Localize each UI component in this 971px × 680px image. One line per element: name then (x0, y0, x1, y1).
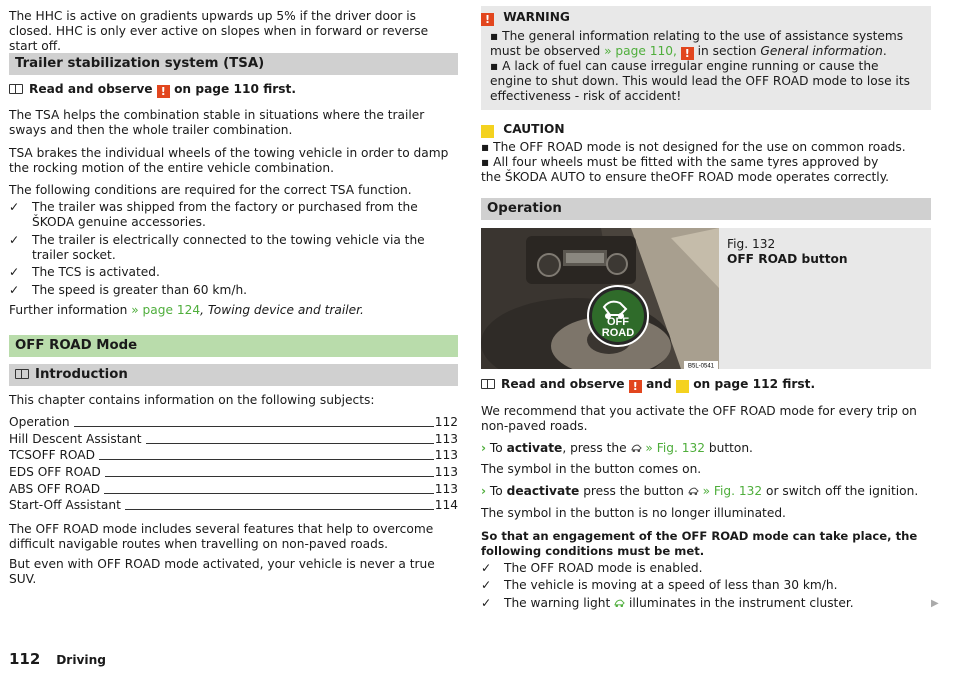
page-footer (9, 652, 106, 668)
caution-item-1: ▪ The OFF ROAD mode is not designed for the use on common roads. (481, 140, 906, 154)
toc-entry[interactable]: Hill Descent Assistant 113 (9, 432, 458, 446)
caution-icon: ! (481, 125, 494, 138)
warning-icon: ! (481, 13, 494, 26)
warning-icon: ! (629, 380, 642, 393)
deactivate-instruction: › To deactivate press the button » Fig. 132 or switch off the ignition. (481, 484, 919, 498)
check-icon: ✓ (481, 561, 492, 575)
toc-entry[interactable]: Start-Off Assistant 114 (9, 498, 458, 512)
features-paragraph: The OFF ROAD mode includes several features that help to overcome difficult navigable routes when travelling on non-paved roads. (9, 522, 434, 551)
caution-icon: ! (676, 380, 689, 393)
check-icon: ✓ (9, 265, 20, 279)
further-information: Further information » page 124, Towing device and trailer. (9, 303, 364, 317)
symbol-off-text: The symbol in the button is no longer illuminated. (481, 506, 786, 520)
figure-label: Fig. 132 (727, 237, 776, 251)
offroad-warning-light-icon (614, 598, 625, 608)
warning-item-1: ▪ The general information relating to the use of assistance systems must be observed » page 110, ! in section General information. (490, 29, 904, 60)
figure-132 (481, 228, 931, 369)
offroad-symbol-icon (688, 486, 699, 496)
check-icon: ✓ (481, 596, 492, 610)
read-observe-label: Read and observe (29, 82, 153, 96)
caution-title: CAUTION (503, 122, 565, 136)
operation-read-observe: Read and observe ! and ! on page 112 first. (481, 377, 815, 393)
tsa-heading: Trailer stabilization system (TSA) (9, 53, 458, 75)
step-arrow-icon: › (481, 441, 487, 455)
offroad-console-photo (481, 228, 719, 369)
introduction-heading: Introduction (9, 364, 458, 386)
tsa-paragraph-3: The following conditions are required for the correct TSA function. (9, 183, 412, 197)
hhc-paragraph: The HHC is active on gradients upwards up 5% if the driver door is closed. HHC is only ever active on slopes when in forward or reverse start off. (9, 9, 429, 53)
toc-entry[interactable]: TCSOFF ROAD 113 (9, 448, 458, 462)
toc-entry[interactable]: ABS OFF ROAD 113 (9, 482, 458, 496)
check-icon: ✓ (9, 283, 20, 297)
tsa-read-observe (9, 82, 296, 98)
warning-icon: ! (157, 85, 170, 98)
suv-paragraph: But even with OFF ROAD mode activated, your vehicle is never a true SUV. (9, 557, 435, 586)
warning-title-row (481, 10, 570, 26)
engagement-conditions-list: ✓ The OFF ROAD mode is enabled. ✓ The vehicle is moving at a speed of less than 30 km/h. ✓ The warning light illuminates in the instrument cluster. (481, 561, 854, 610)
read-observe-page[interactable]: on page 110 first. (174, 82, 296, 96)
offroad-mode-heading: OFF ROAD Mode (9, 335, 458, 357)
figure-caption: OFF ROAD button (727, 252, 848, 266)
further-info-link[interactable]: » page 124 (131, 303, 201, 317)
warning-icon: ! (681, 47, 694, 60)
activate-instruction: › To activate, press the » Fig. 132 button. (481, 441, 753, 455)
tsa-paragraph-2: TSA brakes the individual wheels of the towing vehicle in order to damp the rocking motion of the entire vehicle combination. (9, 146, 449, 175)
read-observe-page[interactable]: on page 112 first. (693, 377, 816, 391)
operation-heading: Operation (481, 198, 931, 220)
book-icon (481, 379, 495, 389)
check-icon: ✓ (9, 233, 20, 247)
check-icon: ✓ (9, 200, 20, 214)
caution-item-2: ▪ All four wheels must be fitted with the same tyres approved by the ŠKODA AUTO to ensure theOFF ROAD mode operates correctly. (481, 155, 890, 184)
check-icon: ✓ (481, 578, 492, 592)
page-number: 112 (9, 650, 41, 668)
chapter-intro: This chapter contains information on the following subjects: (9, 393, 375, 407)
book-icon (15, 369, 29, 379)
toc-entry[interactable]: EDS OFF ROAD 113 (9, 465, 458, 479)
warning-page-link[interactable]: » page 110, (604, 44, 677, 58)
book-icon (9, 84, 23, 94)
fig-132-link[interactable]: » Fig. 132 (702, 484, 763, 498)
tsa-conditions-list: ✓ The trailer was shipped from the factory or purchased from the ŠKODA genuine accessories. ✓ The trailer is electrically connected to the towing vehicle via the trailer socket. ✓ The TCS is activated. ✓ The speed is greater than 60 km/h. (9, 200, 425, 297)
figure-code: B5L-0541 (687, 363, 715, 369)
step-arrow-icon: › (481, 484, 487, 498)
fig-132-link[interactable]: » Fig. 132 (645, 441, 705, 455)
offroad-symbol-icon (631, 443, 642, 453)
warning-item-2: ▪ A lack of fuel can cause irregular engine running or cause the engine to shut down. This would lead the OFF ROAD mode to lose its effectiveness - risk of accident! (490, 59, 910, 103)
continue-arrow-icon[interactable]: ▶ (931, 598, 939, 609)
button-text-line2: ROAD (601, 327, 635, 339)
tsa-paragraph-1: The TSA helps the combination stable in situations where the trailer sways and then the whole trailer combination. (9, 108, 425, 137)
warning-box (481, 6, 931, 110)
section-name: Driving (56, 653, 107, 667)
recommend-paragraph: We recommend that you activate the OFF ROAD mode for every trip on non-paved roads. (481, 404, 917, 433)
warning-title: WARNING (503, 10, 570, 24)
toc-entry[interactable]: Operation 112 (9, 415, 458, 429)
symbol-on-text: The symbol in the button comes on. (481, 462, 702, 476)
button-text-line1: OFF (607, 316, 629, 328)
caution-title-row (481, 122, 565, 138)
engagement-paragraph: So that an engagement of the OFF ROAD mode can take place, the following conditions must be met. (481, 529, 918, 558)
